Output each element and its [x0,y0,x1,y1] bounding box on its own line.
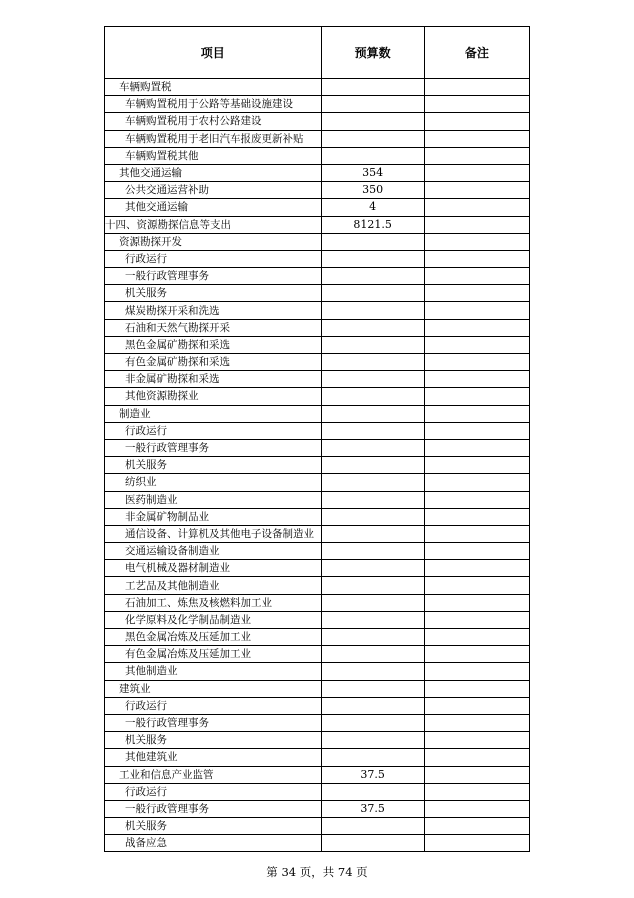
row-item-name: 化学原料及化学制品制造业 [105,611,322,628]
row-note [424,611,529,628]
row-note [424,697,529,714]
row-note [424,182,529,199]
row-note [424,491,529,508]
row-amount [321,96,424,113]
row-note [424,250,529,267]
row-item-name: 机关服务 [105,818,322,835]
table-row [105,732,530,749]
row-item-name: 石油和天然气勘探开采 [105,319,322,336]
row-amount: 37.5 [321,800,424,817]
row-item-name: 一般行政管理事务 [105,268,322,285]
table-row [105,216,530,233]
row-amount [321,543,424,560]
row-note [424,113,529,130]
table-row [105,388,530,405]
table-row [105,663,530,680]
row-note [424,749,529,766]
row-item-name: 有色金属矿勘探和采选 [105,354,322,371]
row-item-name: 其他建筑业 [105,749,322,766]
row-amount [321,233,424,250]
row-amount [321,268,424,285]
row-amount: 37.5 [321,766,424,783]
row-item-name: 一般行政管理事务 [105,439,322,456]
row-item-name: 机关服务 [105,732,322,749]
row-item-name: 行政运行 [105,422,322,439]
budget-table [104,26,530,852]
row-item-name: 煤炭勘探开采和洗选 [105,302,322,319]
row-amount [321,302,424,319]
row-note [424,508,529,525]
row-item-name: 其他交通运输 [105,199,322,216]
row-item-name: 其他资源勘探业 [105,388,322,405]
page-number: 第 34 页，共 74 页 [266,865,368,879]
row-amount [321,508,424,525]
table-row [105,611,530,628]
row-amount [321,439,424,456]
row-note [424,439,529,456]
table-row [105,646,530,663]
table-row [105,749,530,766]
table-row [105,405,530,422]
table-row [105,474,530,491]
row-amount [321,732,424,749]
table-row [105,697,530,714]
row-item-name: 黑色金属冶炼及压延加工业 [105,629,322,646]
table-row [105,835,530,852]
row-amount: 350 [321,182,424,199]
table-row [105,302,530,319]
table-row [105,766,530,783]
row-item-name: 一般行政管理事务 [105,714,322,731]
header-amount: 预算数 [321,27,424,79]
row-amount [321,371,424,388]
table-row [105,113,530,130]
row-amount [321,130,424,147]
row-item-name: 纺织业 [105,474,322,491]
row-amount [321,147,424,164]
row-amount: 354 [321,164,424,181]
table-row [105,96,530,113]
table-row [105,818,530,835]
row-amount [321,250,424,267]
row-note [424,319,529,336]
header-note: 备注 [424,27,529,79]
row-item-name: 一般行政管理事务 [105,800,322,817]
table-row [105,439,530,456]
row-item-name: 车辆购置税 [105,79,322,96]
row-item-name: 车辆购置税用于老旧汽车报废更新补贴 [105,130,322,147]
row-note [424,233,529,250]
row-amount [321,749,424,766]
table-row [105,319,530,336]
row-amount [321,697,424,714]
row-item-name: 工业和信息产业监管 [105,766,322,783]
row-note [424,732,529,749]
row-item-name: 建筑业 [105,680,322,697]
row-item-name: 有色金属冶炼及压延加工业 [105,646,322,663]
row-note [424,783,529,800]
row-item-name: 公共交通运营补助 [105,182,322,199]
row-amount [321,525,424,542]
table-row [105,130,530,147]
row-note [424,474,529,491]
row-item-name: 黑色金属矿勘探和采选 [105,336,322,353]
row-note [424,164,529,181]
table-row [105,233,530,250]
table-row [105,182,530,199]
row-note [424,96,529,113]
row-amount [321,491,424,508]
row-amount [321,319,424,336]
row-amount [321,113,424,130]
table-row [105,147,530,164]
row-amount [321,79,424,96]
row-note [424,199,529,216]
row-amount [321,783,424,800]
row-note [424,79,529,96]
table-row [105,680,530,697]
row-amount [321,457,424,474]
table-row [105,199,530,216]
row-item-name: 电气机械及器材制造业 [105,560,322,577]
row-note [424,800,529,817]
row-note [424,336,529,353]
table-row [105,371,530,388]
table-row [105,268,530,285]
row-amount [321,388,424,405]
table-row [105,422,530,439]
table-row [105,543,530,560]
row-item-name: 交通运输设备制造业 [105,543,322,560]
row-amount [321,560,424,577]
row-item-name: 资源勘探开发 [105,233,322,250]
row-amount [321,646,424,663]
row-item-name: 制造业 [105,405,322,422]
row-note [424,216,529,233]
row-item-name: 非金属矿物制品业 [105,508,322,525]
row-item-name: 石油加工、炼焦及核燃料加工业 [105,594,322,611]
table-row [105,79,530,96]
table-row [105,250,530,267]
row-note [424,560,529,577]
row-item-name: 车辆购置税其他 [105,147,322,164]
row-item-name: 车辆购置税用于农村公路建设 [105,113,322,130]
table-row [105,491,530,508]
row-note [424,646,529,663]
row-item-name: 医药制造业 [105,491,322,508]
row-amount [321,474,424,491]
row-amount [321,577,424,594]
row-item-name: 行政运行 [105,697,322,714]
table-row [105,457,530,474]
row-amount [321,663,424,680]
table-row [105,800,530,817]
row-amount [321,354,424,371]
table-row [105,783,530,800]
row-item-name: 行政运行 [105,783,322,800]
row-note [424,629,529,646]
row-note [424,577,529,594]
row-note [424,457,529,474]
row-item-name: 通信设备、计算机及其他电子设备制造业 [105,525,322,542]
row-note [424,268,529,285]
row-amount [321,611,424,628]
row-item-name: 工艺品及其他制造业 [105,577,322,594]
table-header-row [105,27,530,79]
row-item-name: 其他制造业 [105,663,322,680]
row-amount: 8121.5 [321,216,424,233]
table-row [105,354,530,371]
table-row [105,525,530,542]
row-note [424,594,529,611]
row-note [424,285,529,302]
row-amount [321,285,424,302]
row-note [424,147,529,164]
table-row [105,560,530,577]
row-amount [321,835,424,852]
row-note [424,130,529,147]
row-note [424,835,529,852]
row-note [424,663,529,680]
row-amount [321,405,424,422]
row-note [424,371,529,388]
row-note [424,680,529,697]
row-note [424,354,529,371]
table-row [105,508,530,525]
row-note [424,388,529,405]
table-row [105,285,530,302]
table-row [105,164,530,181]
row-item-name: 行政运行 [105,250,322,267]
row-note [424,405,529,422]
table-row [105,577,530,594]
row-item-name: 十四、资源勘探信息等支出 [105,216,322,233]
row-note [424,818,529,835]
row-amount [321,714,424,731]
row-amount: 4 [321,199,424,216]
row-item-name: 车辆购置税用于公路等基础设施建设 [105,96,322,113]
row-note [424,714,529,731]
row-amount [321,818,424,835]
row-note [424,766,529,783]
row-note [424,302,529,319]
row-note [424,422,529,439]
table-row [105,714,530,731]
row-amount [321,680,424,697]
table-body [105,79,530,852]
row-item-name: 机关服务 [105,457,322,474]
row-amount [321,629,424,646]
row-item-name: 战备应急 [105,835,322,852]
row-amount [321,422,424,439]
header-item: 项目 [105,27,322,79]
row-item-name: 非金属矿勘探和采选 [105,371,322,388]
row-item-name: 机关服务 [105,285,322,302]
table-row [105,629,530,646]
row-note [424,525,529,542]
row-note [424,543,529,560]
row-amount [321,594,424,611]
row-amount [321,336,424,353]
table-row [105,594,530,611]
table-row [105,336,530,353]
row-item-name: 其他交通运输 [105,164,322,181]
